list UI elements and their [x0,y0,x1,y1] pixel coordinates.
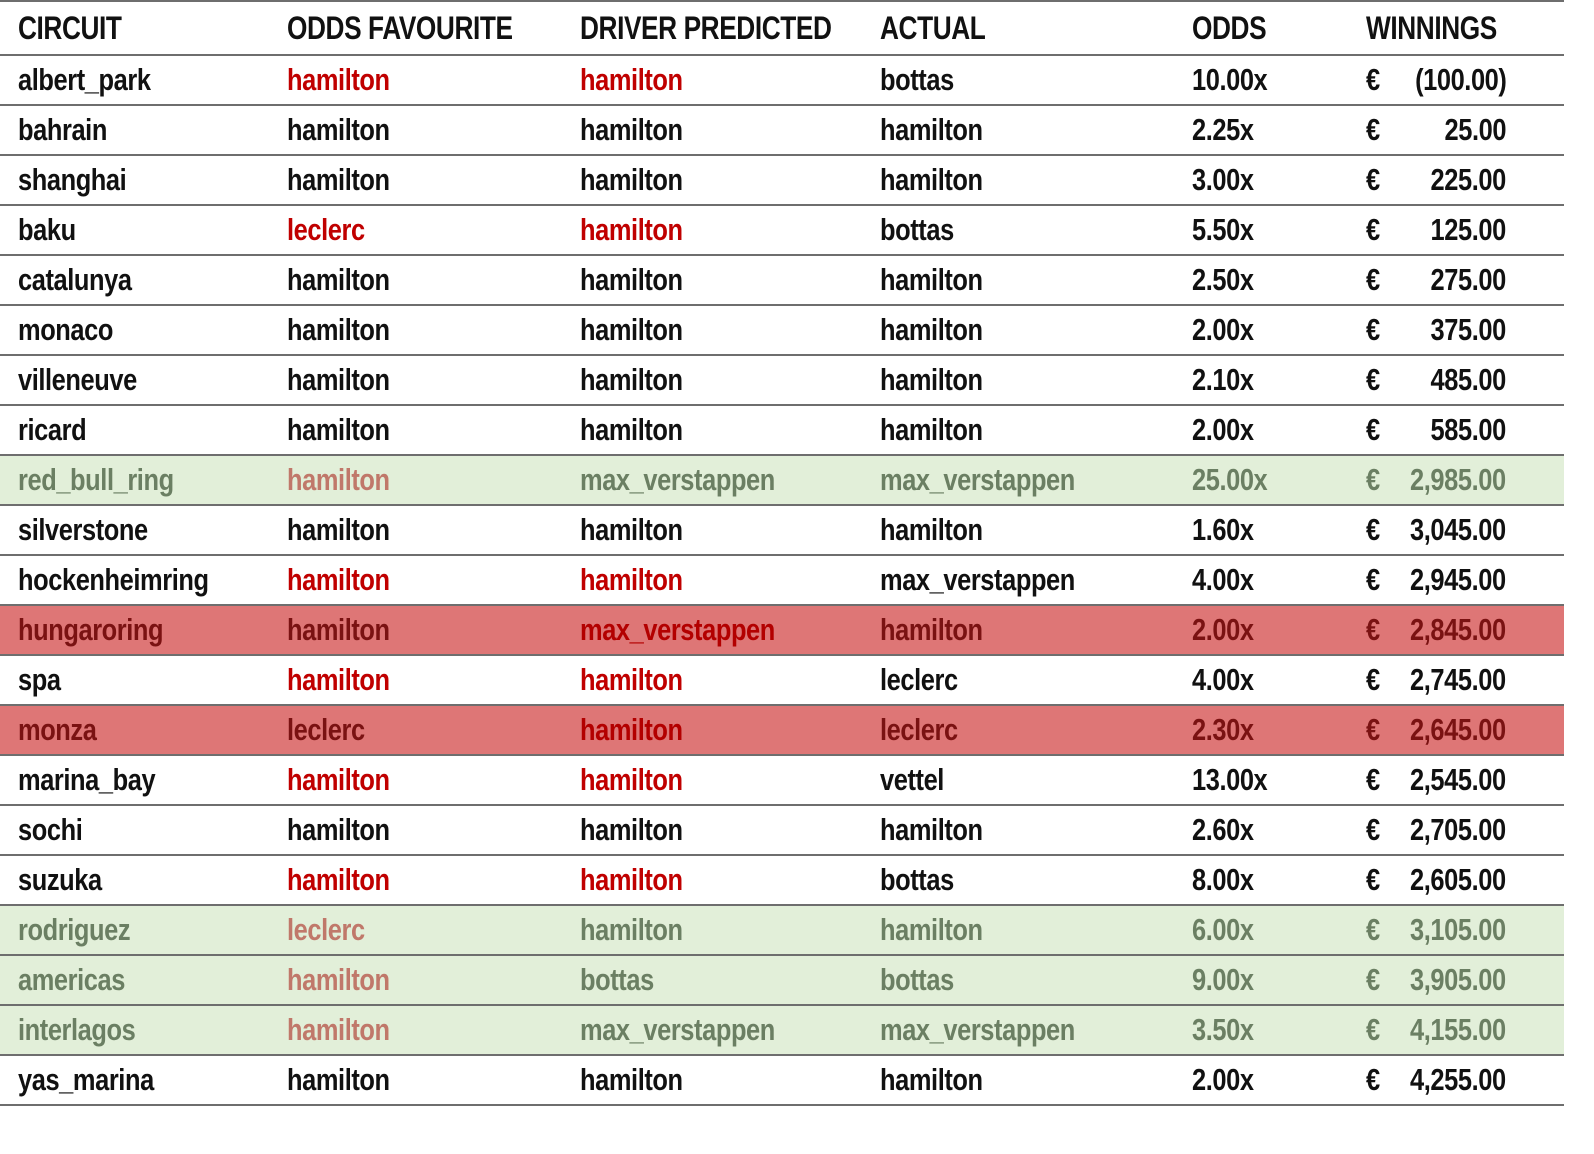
winnings-cell: 585.00 [1430,412,1506,447]
circuit-cell: villeneuve [18,362,137,397]
driver-predicted-cell: hamilton [580,362,683,397]
header-driver-predicted: DRIVER PREDICTED [580,9,832,46]
winnings-cell: 3,905.00 [1410,962,1506,997]
circuit-cell: spa [18,662,61,697]
driver-predicted-cell: hamilton [580,412,683,447]
odds-favourite-cell: hamilton [287,962,390,997]
driver-predicted-cell: max_verstappen [580,462,775,497]
currency-symbol: € [1366,562,1380,597]
table-row [0,356,1564,406]
table-row [0,456,1564,506]
driver-predicted-cell: hamilton [580,1062,683,1097]
table-row [0,206,1564,256]
actual-cell: vettel [880,762,944,797]
odds-cell: 3.50x [1192,1012,1254,1047]
winnings-cell: 2,845.00 [1410,612,1506,647]
winnings-cell: 2,645.00 [1410,712,1506,747]
currency-symbol: € [1366,362,1380,397]
driver-predicted-cell: hamilton [580,512,683,547]
odds-cell: 6.00x [1192,912,1254,947]
actual-cell: max_verstappen [880,1012,1075,1047]
driver-predicted-cell: max_verstappen [580,612,775,647]
odds-cell: 13.00x [1192,762,1268,797]
table-row [0,106,1564,156]
driver-predicted-cell: max_verstappen [580,1012,775,1047]
odds-favourite-cell: hamilton [287,662,390,697]
table-row [0,556,1564,606]
actual-cell: hamilton [880,162,983,197]
odds-favourite-cell: leclerc [287,212,365,247]
winnings-cell: 125.00 [1430,212,1506,247]
driver-predicted-cell: hamilton [580,262,683,297]
table-row [0,606,1564,656]
driver-predicted-cell: bottas [580,962,654,997]
table-row [0,1006,1564,1056]
odds-cell: 1.60x [1192,512,1254,547]
table-row [0,506,1564,556]
table-row [0,656,1564,706]
odds-cell: 2.10x [1192,362,1254,397]
circuit-cell: interlagos [18,1012,136,1047]
odds-cell: 8.00x [1192,862,1254,897]
winnings-cell: 2,605.00 [1410,862,1506,897]
table-row [0,706,1564,756]
odds-cell: 10.00x [1192,62,1268,97]
odds-favourite-cell: leclerc [287,712,365,747]
actual-cell: hamilton [880,812,983,847]
odds-favourite-cell: hamilton [287,362,390,397]
driver-predicted-cell: hamilton [580,812,683,847]
odds-favourite-cell: hamilton [287,812,390,847]
odds-cell: 3.00x [1192,162,1254,197]
odds-cell: 2.30x [1192,712,1254,747]
currency-symbol: € [1366,312,1380,347]
winnings-cell: 2,945.00 [1410,562,1506,597]
circuit-cell: albert_park [18,62,151,97]
circuit-cell: americas [18,962,125,997]
table-row [0,956,1564,1006]
currency-symbol: € [1366,712,1380,747]
actual-cell: max_verstappen [880,562,1075,597]
currency-symbol: € [1366,412,1380,447]
actual-cell: max_verstappen [880,462,1075,497]
driver-predicted-cell: hamilton [580,312,683,347]
circuit-cell: silverstone [18,512,148,547]
driver-predicted-cell: hamilton [580,662,683,697]
table-row [0,56,1564,106]
odds-favourite-cell: leclerc [287,912,365,947]
odds-favourite-cell: hamilton [287,562,390,597]
actual-cell: hamilton [880,312,983,347]
circuit-cell: marina_bay [18,762,156,797]
currency-symbol: € [1366,62,1380,97]
driver-predicted-cell: hamilton [580,762,683,797]
odds-favourite-cell: hamilton [287,1062,390,1097]
driver-predicted-cell: hamilton [580,862,683,897]
odds-favourite-cell: hamilton [287,162,390,197]
currency-symbol: € [1366,962,1380,997]
header-actual: ACTUAL [880,9,986,46]
header-winnings: WINNINGS [1366,9,1497,46]
table-row [0,1056,1564,1106]
table-row [0,306,1564,356]
winnings-cell: 275.00 [1430,262,1506,297]
odds-favourite-cell: hamilton [287,1012,390,1047]
odds-cell: 2.50x [1192,262,1254,297]
table-row [0,256,1564,306]
actual-cell: hamilton [880,362,983,397]
circuit-cell: monza [18,712,97,747]
currency-symbol: € [1366,162,1380,197]
winnings-cell: 4,255.00 [1410,1062,1506,1097]
table-row [0,906,1564,956]
actual-cell: leclerc [880,712,958,747]
odds-cell: 4.00x [1192,662,1254,697]
odds-favourite-cell: hamilton [287,512,390,547]
actual-cell: hamilton [880,112,983,147]
winnings-cell: (100.00) [1414,62,1506,97]
currency-symbol: € [1366,812,1380,847]
actual-cell: hamilton [880,912,983,947]
winnings-cell: 375.00 [1430,312,1506,347]
circuit-cell: monaco [18,312,114,347]
winnings-cell: 4,155.00 [1410,1012,1506,1047]
actual-cell: bottas [880,62,954,97]
header-odds: ODDS [1192,9,1267,46]
actual-cell: hamilton [880,412,983,447]
winnings-cell: 225.00 [1430,162,1506,197]
driver-predicted-cell: hamilton [580,912,683,947]
currency-symbol: € [1366,662,1380,697]
winnings-cell: 2,705.00 [1410,812,1506,847]
odds-favourite-cell: hamilton [287,312,390,347]
circuit-cell: baku [18,212,76,247]
odds-favourite-cell: hamilton [287,412,390,447]
currency-symbol: € [1366,212,1380,247]
circuit-cell: sochi [18,812,83,847]
actual-cell: bottas [880,962,954,997]
odds-favourite-cell: hamilton [287,112,390,147]
currency-symbol: € [1366,1062,1380,1097]
circuit-cell: hockenheimring [18,562,209,597]
odds-cell: 2.00x [1192,312,1254,347]
actual-cell: hamilton [880,1062,983,1097]
circuit-cell: hungaroring [18,612,164,647]
currency-symbol: € [1366,512,1380,547]
odds-favourite-cell: hamilton [287,862,390,897]
circuit-cell: shanghai [18,162,127,197]
odds-cell: 2.25x [1192,112,1254,147]
odds-favourite-cell: hamilton [287,612,390,647]
actual-cell: hamilton [880,262,983,297]
circuit-cell: bahrain [18,112,107,147]
table-row [0,806,1564,856]
odds-cell: 4.00x [1192,562,1254,597]
winnings-cell: 3,045.00 [1410,512,1506,547]
odds-cell: 5.50x [1192,212,1254,247]
driver-predicted-cell: hamilton [580,562,683,597]
odds-cell: 2.00x [1192,612,1254,647]
table-row [0,856,1564,906]
winnings-cell: 2,985.00 [1410,462,1506,497]
driver-predicted-cell: hamilton [580,112,683,147]
circuit-cell: catalunya [18,262,132,297]
odds-favourite-cell: hamilton [287,462,390,497]
odds-cell: 2.00x [1192,1062,1254,1097]
circuit-cell: ricard [18,412,87,447]
currency-symbol: € [1366,762,1380,797]
table-body [0,56,1564,1106]
winnings-cell: 3,105.00 [1410,912,1506,947]
odds-cell: 2.00x [1192,412,1254,447]
currency-symbol: € [1366,862,1380,897]
odds-cell: 25.00x [1192,462,1268,497]
currency-symbol: € [1366,1012,1380,1047]
driver-predicted-cell: hamilton [580,712,683,747]
actual-cell: bottas [880,862,954,897]
actual-cell: hamilton [880,612,983,647]
header-circuit: CIRCUIT [18,9,122,46]
actual-cell: leclerc [880,662,958,697]
currency-symbol: € [1366,112,1380,147]
table-row [0,756,1564,806]
actual-cell: bottas [880,212,954,247]
odds-cell: 2.60x [1192,812,1254,847]
circuit-cell: red_bull_ring [18,462,174,497]
driver-predicted-cell: hamilton [580,162,683,197]
actual-cell: hamilton [880,512,983,547]
header-odds-favourite: ODDS FAVOURITE [287,9,513,46]
table-header-row [0,0,1564,56]
circuit-cell: suzuka [18,862,102,897]
winnings-cell: 485.00 [1430,362,1506,397]
odds-favourite-cell: hamilton [287,762,390,797]
odds-favourite-cell: hamilton [287,262,390,297]
odds-cell: 9.00x [1192,962,1254,997]
circuit-cell: yas_marina [18,1062,154,1097]
currency-symbol: € [1366,462,1380,497]
winnings-cell: 2,545.00 [1410,762,1506,797]
table-row [0,156,1564,206]
currency-symbol: € [1366,612,1380,647]
circuit-cell: rodriguez [18,912,131,947]
winnings-cell: 25.00 [1444,112,1506,147]
table-row [0,406,1564,456]
currency-symbol: € [1366,262,1380,297]
driver-predicted-cell: hamilton [580,212,683,247]
driver-predicted-cell: hamilton [580,62,683,97]
winnings-cell: 2,745.00 [1410,662,1506,697]
odds-favourite-cell: hamilton [287,62,390,97]
currency-symbol: € [1366,912,1380,947]
